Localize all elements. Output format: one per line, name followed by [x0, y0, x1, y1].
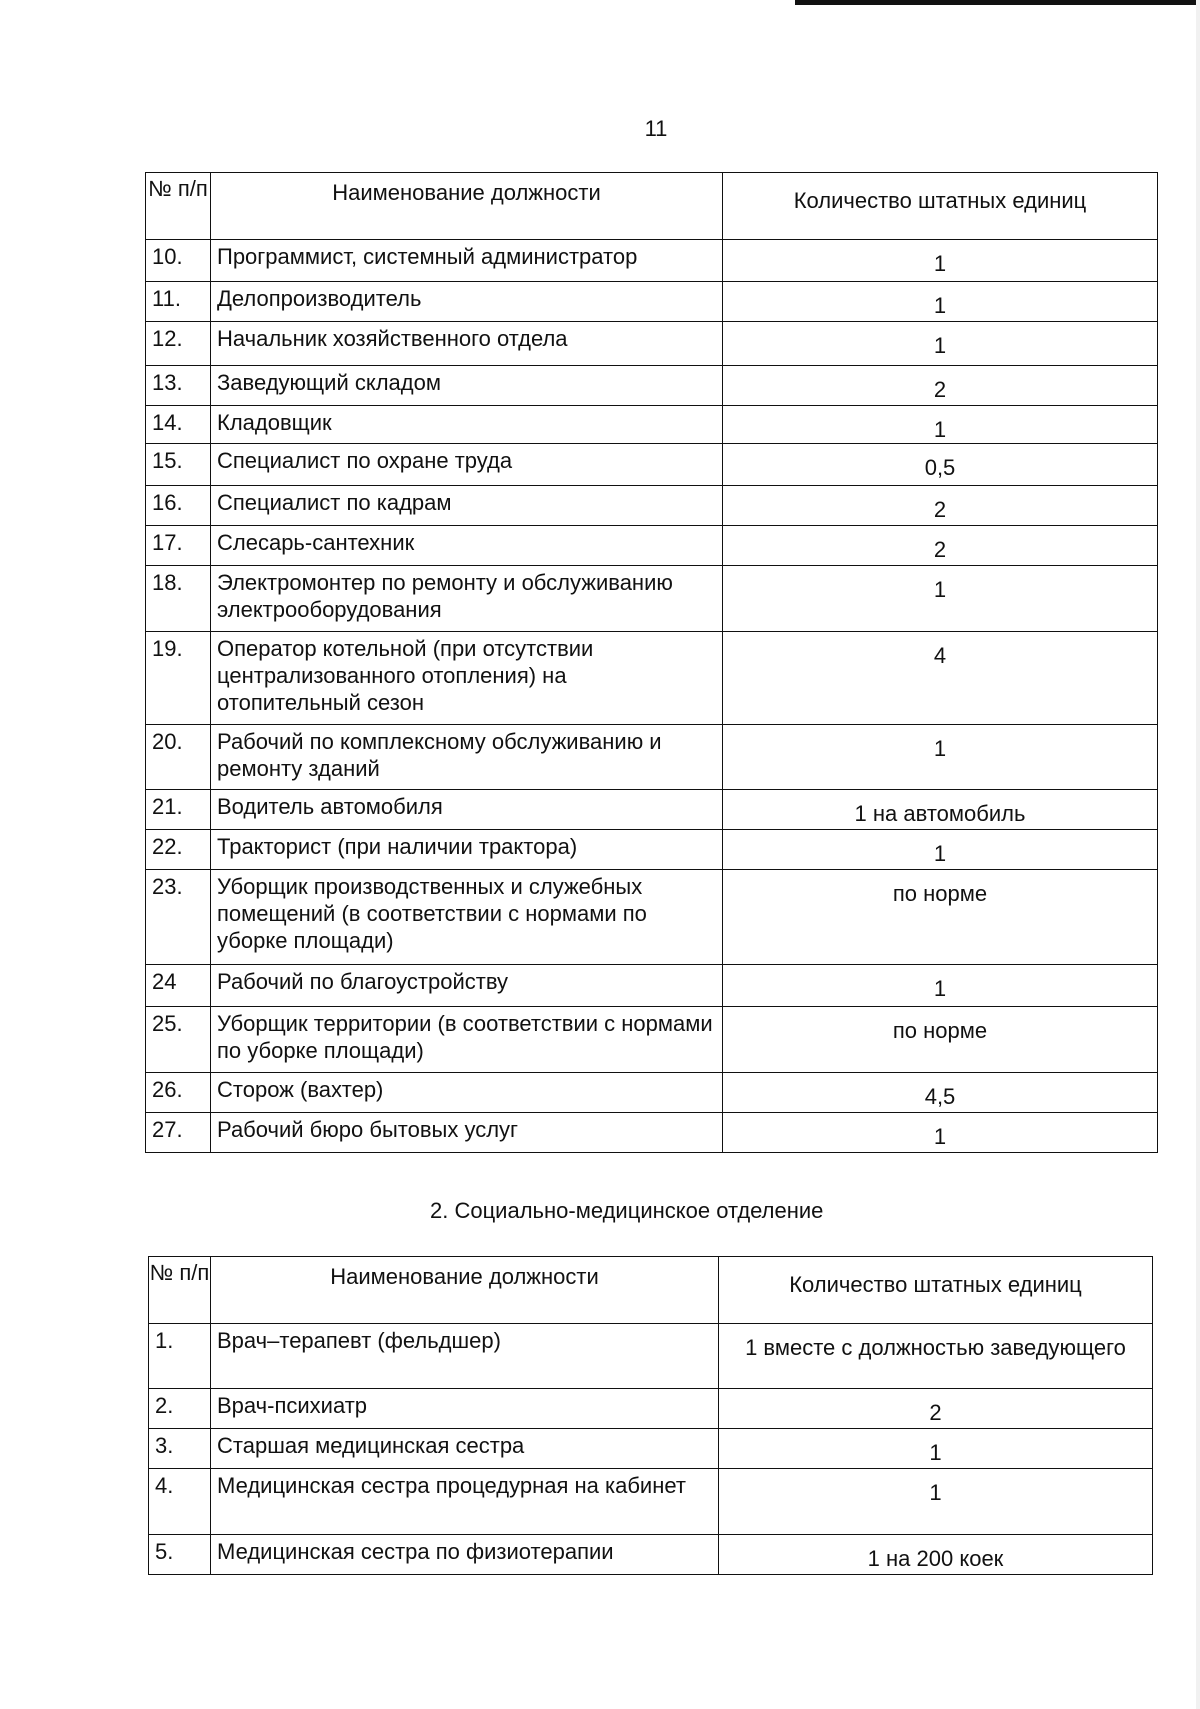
position-name: Слесарь-сантехник: [211, 526, 723, 566]
table-header-row: [149, 1257, 1153, 1324]
table-row: [149, 1324, 1153, 1389]
row-number: 16.: [146, 486, 211, 526]
table-row: [149, 1469, 1153, 1535]
table-row: [146, 282, 1158, 322]
row-number: 12.: [146, 322, 211, 366]
row-number: 5.: [149, 1535, 211, 1575]
staff-units: 0,5: [723, 444, 1158, 486]
staff-units: по норме: [723, 1007, 1158, 1073]
row-number: 24: [146, 965, 211, 1007]
position-name: Специалист по кадрам: [211, 486, 723, 526]
position-name: Медицинская сестра процедурная на кабинет: [211, 1469, 719, 1535]
scan-border-line: [795, 0, 1200, 5]
staff-units: 1: [719, 1469, 1153, 1535]
table-row: [146, 486, 1158, 526]
table-row: [146, 366, 1158, 406]
header-qty: Количество штатных единиц: [719, 1257, 1153, 1324]
row-number: 14.: [146, 406, 211, 444]
staff-table-1: [145, 172, 1158, 1153]
staff-units: 1: [723, 240, 1158, 282]
table-row: [146, 790, 1158, 830]
position-name: Сторож (вахтер): [211, 1073, 723, 1113]
table-row: [146, 870, 1158, 965]
row-number: 27.: [146, 1113, 211, 1153]
staff-units: 4: [723, 632, 1158, 725]
staff-units: 1: [723, 965, 1158, 1007]
row-number: 17.: [146, 526, 211, 566]
staff-units: 1: [723, 406, 1158, 444]
table-row: [146, 322, 1158, 366]
table-row: [149, 1389, 1153, 1429]
row-number: 4.: [149, 1469, 211, 1535]
header-name: Наименование должности: [211, 1257, 719, 1324]
staff-units: 1: [723, 322, 1158, 366]
table-row: [149, 1429, 1153, 1469]
row-number: 25.: [146, 1007, 211, 1073]
table-row: [146, 526, 1158, 566]
table-row: [146, 1007, 1158, 1073]
table-row: [146, 632, 1158, 725]
scan-edge: [1196, 0, 1200, 1709]
position-name: Кладовщик: [211, 406, 723, 444]
position-name: Рабочий бюро бытовых услуг: [211, 1113, 723, 1153]
row-number: 1.: [149, 1324, 211, 1389]
header-num: № п/п: [146, 173, 211, 240]
table-body-2: [149, 1324, 1153, 1575]
row-number: 13.: [146, 366, 211, 406]
staff-units: 1: [723, 282, 1158, 322]
table-row: [146, 1113, 1158, 1153]
staff-units: 1: [723, 830, 1158, 870]
position-name: Заведующий складом: [211, 366, 723, 406]
position-name: Уборщик территории (в соответствии с нормами по уборке площади): [211, 1007, 723, 1073]
staff-units: 4,5: [723, 1073, 1158, 1113]
row-number: 10.: [146, 240, 211, 282]
position-name: Старшая медицинская сестра: [211, 1429, 719, 1469]
position-name: Рабочий по комплексному обслуживанию и ремонту зданий: [211, 725, 723, 790]
header-name: Наименование должности: [211, 173, 723, 240]
staff-units: 1 на автомобиль: [723, 790, 1158, 830]
header-num: № п/п: [149, 1257, 211, 1324]
row-number: 20.: [146, 725, 211, 790]
table-row: [149, 1535, 1153, 1575]
position-name: Программист, системный администратор: [211, 240, 723, 282]
position-name: Рабочий по благоустройству: [211, 965, 723, 1007]
position-name: Тракторист (при наличии трактора): [211, 830, 723, 870]
staff-units: 1: [723, 566, 1158, 632]
row-number: 2.: [149, 1389, 211, 1429]
position-name: Электромонтер по ремонту и обслуживанию электрооборудования: [211, 566, 723, 632]
table-row: [146, 965, 1158, 1007]
row-number: 21.: [146, 790, 211, 830]
table-row: [146, 444, 1158, 486]
position-name: Специалист по охране труда: [211, 444, 723, 486]
table-row: [146, 566, 1158, 632]
position-name: Оператор котельной (при отсутствии централизованного отопления) на отопительный сезон: [211, 632, 723, 725]
staff-units: 1: [723, 725, 1158, 790]
table-row: [146, 1073, 1158, 1113]
row-number: 11.: [146, 282, 211, 322]
row-number: 3.: [149, 1429, 211, 1469]
row-number: 23.: [146, 870, 211, 965]
staff-table-2: [148, 1256, 1153, 1575]
staff-units: 1: [723, 1113, 1158, 1153]
staff-units: 1: [719, 1429, 1153, 1469]
position-name: Начальник хозяйственного отдела: [211, 322, 723, 366]
staff-units: 1 вместе с должностью заведующего: [719, 1324, 1153, 1389]
staff-units: 2: [723, 366, 1158, 406]
staff-units: 1 на 200 коек: [719, 1535, 1153, 1575]
staff-units: по норме: [723, 870, 1158, 965]
table-row: [146, 240, 1158, 282]
row-number: 15.: [146, 444, 211, 486]
table-body-1: [146, 240, 1158, 1153]
position-name: Врач-психиатр: [211, 1389, 719, 1429]
row-number: 22.: [146, 830, 211, 870]
row-number: 19.: [146, 632, 211, 725]
position-name: Медицинская сестра по физиотерапии: [211, 1535, 719, 1575]
position-name: Водитель автомобиля: [211, 790, 723, 830]
position-name: Врач–терапевт (фельдшер): [211, 1324, 719, 1389]
table-row: [146, 406, 1158, 444]
position-name: Уборщик производственных и служебных помещений (в соответствии с нормами по уборке площади): [211, 870, 723, 965]
section-title: 2. Социально-медицинское отделение: [430, 1198, 824, 1223]
header-qty: Количество штатных единиц: [723, 173, 1158, 240]
table-header-row: [146, 173, 1158, 240]
position-name: Делопроизводитель: [211, 282, 723, 322]
page-number: 11: [644, 116, 668, 141]
row-number: 26.: [146, 1073, 211, 1113]
staff-units: 2: [723, 526, 1158, 566]
table-row: [146, 725, 1158, 790]
staff-units: 2: [719, 1389, 1153, 1429]
row-number: 18.: [146, 566, 211, 632]
table-row: [146, 830, 1158, 870]
staff-units: 2: [723, 486, 1158, 526]
